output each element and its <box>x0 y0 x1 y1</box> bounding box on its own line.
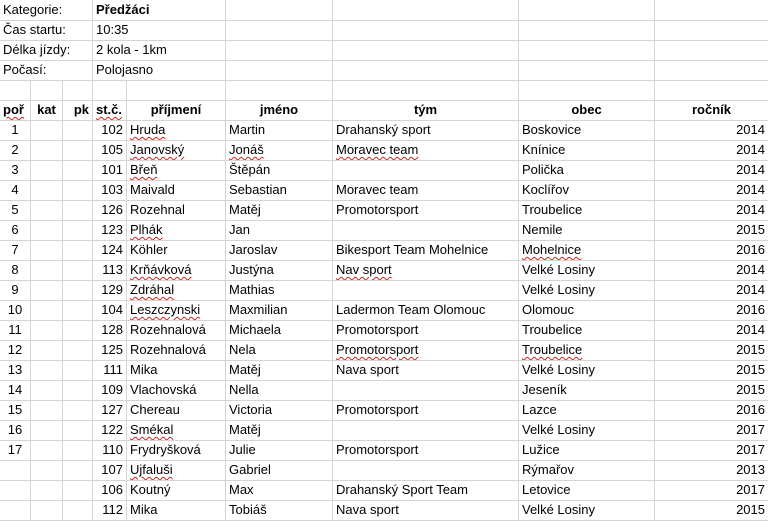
header-cell-rocnik[interactable]: ročník <box>691 102 731 117</box>
cell-kat[interactable] <box>31 180 63 200</box>
cell-obec[interactable]: Troubelice <box>519 200 655 220</box>
cell-stc[interactable]: 101 <box>93 160 127 180</box>
empty-cell[interactable] <box>226 20 333 40</box>
cell-por[interactable]: 15 <box>0 400 31 420</box>
cell-por[interactable]: 16 <box>0 420 31 440</box>
cell-jmeno[interactable] <box>226 140 333 160</box>
empty-cell[interactable] <box>0 80 31 100</box>
cell-tym[interactable]: Nava sport <box>333 500 519 520</box>
cell-rocnik[interactable]: 2014 <box>736 182 765 197</box>
table-row <box>0 340 768 361</box>
empty-cell[interactable] <box>655 40 768 60</box>
meta-row-start-time <box>0 20 768 41</box>
cell-pk[interactable] <box>63 180 93 200</box>
empty-cell[interactable] <box>655 80 768 100</box>
cell-stc[interactable]: 129 <box>93 280 127 300</box>
cell-tym[interactable]: Promotorsport <box>333 320 519 340</box>
cell-stc[interactable]: 105 <box>93 140 127 160</box>
cell-rocnik[interactable]: 2015 <box>736 342 765 357</box>
cell-kat[interactable] <box>31 440 63 460</box>
cell-obec[interactable]: Troubelice <box>519 320 655 340</box>
cell-prijmeni[interactable] <box>127 460 226 480</box>
cell-rocnik[interactable]: 2015 <box>736 362 765 377</box>
cell-stc[interactable]: 128 <box>93 320 127 340</box>
cell-rocnik[interactable]: 2015 <box>736 382 765 397</box>
table-row <box>0 500 768 521</box>
cell-por[interactable]: 4 <box>0 180 31 200</box>
cell-tym[interactable] <box>333 280 519 300</box>
cell-pk[interactable] <box>63 200 93 220</box>
table-row <box>0 480 768 501</box>
meta-label-cell[interactable]: Čas startu: <box>0 20 93 40</box>
table-row <box>0 260 768 281</box>
meta-value-cell[interactable]: Polojasno <box>93 60 226 80</box>
cell-prijmeni[interactable] <box>127 300 226 320</box>
cell-prijmeni[interactable]: Mika <box>127 500 226 520</box>
table-row <box>0 220 768 241</box>
table-row <box>0 320 768 341</box>
empty-cell[interactable] <box>655 20 768 40</box>
cell-pk[interactable] <box>63 260 93 280</box>
cell-obec[interactable]: Velké Losiny <box>519 260 655 280</box>
spellcheck-text: Jonáš <box>229 142 264 157</box>
cell-kat[interactable] <box>31 160 63 180</box>
cell-por[interactable]: 5 <box>0 200 31 220</box>
cell-pk[interactable] <box>63 220 93 240</box>
cell-por[interactable] <box>0 500 31 520</box>
meta-value-cell[interactable]: 10:35 <box>93 20 226 40</box>
empty-cell[interactable] <box>333 40 519 60</box>
cell-kat[interactable] <box>31 500 63 520</box>
cell-prijmeni[interactable]: Rozehnalová <box>127 340 226 360</box>
table-row <box>0 280 768 301</box>
empty-cell[interactable] <box>333 0 519 20</box>
cell-jmeno[interactable]: Martin <box>226 120 333 140</box>
cell-kat[interactable] <box>31 200 63 220</box>
table-row <box>0 240 768 261</box>
cell-stc[interactable]: 111 <box>93 360 127 380</box>
empty-cell[interactable] <box>63 80 93 100</box>
cell-jmeno[interactable]: Sebastian <box>226 180 333 200</box>
cell-stc[interactable]: 124 <box>93 240 127 260</box>
cell-stc[interactable]: 127 <box>93 400 127 420</box>
cell-rocnik[interactable]: 2015 <box>736 222 765 237</box>
cell-por[interactable] <box>0 480 31 500</box>
meta-label-cell[interactable]: Počasí: <box>0 60 93 80</box>
cell-stc[interactable]: 106 <box>93 480 127 500</box>
spellcheck-text: Břeň <box>130 162 158 177</box>
cell-jmeno[interactable]: Jan <box>226 220 333 240</box>
cell-por[interactable]: 6 <box>0 220 31 240</box>
cell-tym[interactable] <box>333 160 519 180</box>
cell-rocnik[interactable]: 2017 <box>736 422 765 437</box>
spellcheck-text: Plhák <box>130 222 163 237</box>
meta-row-distance <box>0 40 768 61</box>
cell-por[interactable]: 10 <box>0 300 31 320</box>
cell-tym[interactable] <box>333 460 519 480</box>
cell-prijmeni[interactable]: Köhler <box>127 240 226 260</box>
header-cell-obec[interactable]: obec <box>519 100 655 120</box>
cell-kat[interactable] <box>31 240 63 260</box>
cell-por[interactable]: 2 <box>0 140 31 160</box>
cell-pk[interactable] <box>63 480 93 500</box>
table-row <box>0 120 768 141</box>
cell-rocnik[interactable]: 2013 <box>736 462 765 477</box>
cell-obec[interactable]: Nemile <box>519 220 655 240</box>
cell-obec[interactable]: Knínice <box>519 140 655 160</box>
header-cell-por[interactable] <box>0 100 31 120</box>
cell-por[interactable]: 13 <box>0 360 31 380</box>
cell-tym[interactable]: Bikesport Team Mohelnice <box>333 240 519 260</box>
cell-rocnik[interactable]: 2015 <box>736 502 765 517</box>
cell-por[interactable]: 9 <box>0 280 31 300</box>
cell-por[interactable]: 11 <box>0 320 31 340</box>
cell-stc[interactable]: 103 <box>93 180 127 200</box>
header-cell-stc[interactable] <box>93 100 127 120</box>
cell-stc[interactable]: 122 <box>93 420 127 440</box>
cell-jmeno[interactable]: Julie <box>226 440 333 460</box>
cell-obec[interactable]: Lužice <box>519 440 655 460</box>
spellcheck-text: Leszczynski <box>130 302 201 317</box>
empty-cell[interactable] <box>127 80 226 100</box>
cell-obec[interactable]: Koclířov <box>519 180 655 200</box>
cell-jmeno[interactable]: Mathias <box>226 280 333 300</box>
cell-obec[interactable] <box>519 240 655 260</box>
cell-jmeno[interactable]: Michaela <box>226 320 333 340</box>
table-row <box>0 460 768 481</box>
cell-obec[interactable]: Velké Losiny <box>519 420 655 440</box>
empty-cell[interactable] <box>519 40 655 60</box>
cell-prijmeni[interactable]: Rozehnalová <box>127 320 226 340</box>
cell-kat[interactable] <box>31 420 63 440</box>
cell-jmeno[interactable]: Nela <box>226 340 333 360</box>
spellcheck-text: Troubelice <box>522 342 583 357</box>
cell-kat[interactable] <box>31 360 63 380</box>
cell-rocnik[interactable]: 2014 <box>736 282 765 297</box>
cell-rocnik[interactable]: 2017 <box>736 482 765 497</box>
table-row <box>0 380 768 401</box>
cell-tym[interactable]: Promotorsport <box>333 400 519 420</box>
table-row <box>0 360 768 381</box>
cell-obec[interactable]: Velké Losiny <box>519 500 655 520</box>
cell-por[interactable]: 7 <box>0 240 31 260</box>
table-row <box>0 420 768 441</box>
cell-stc[interactable]: 112 <box>93 500 127 520</box>
cell-pk[interactable] <box>63 240 93 260</box>
empty-cell[interactable] <box>226 80 333 100</box>
cell-kat[interactable] <box>31 280 63 300</box>
meta-value-cell[interactable]: 2 kola - 1km <box>93 40 226 60</box>
cell-pk[interactable] <box>63 440 93 460</box>
meta-row-category <box>0 0 768 21</box>
spellcheck-text: Hruda <box>130 122 166 137</box>
empty-cell[interactable] <box>333 20 519 40</box>
cell-pk[interactable] <box>63 160 93 180</box>
cell-stc[interactable]: 113 <box>93 260 127 280</box>
cell-tym[interactable] <box>333 420 519 440</box>
spellcheck-text: Moravec team <box>336 142 419 157</box>
empty-cell[interactable] <box>31 80 63 100</box>
cell-stc[interactable]: 125 <box>93 340 127 360</box>
table-row <box>0 180 768 201</box>
cell-kat[interactable] <box>31 480 63 500</box>
cell-prijmeni[interactable] <box>127 280 226 300</box>
header-label: poř <box>3 102 24 117</box>
cell-rocnik[interactable]: 2016 <box>736 302 765 317</box>
empty-cell[interactable] <box>655 0 768 20</box>
cell-tym[interactable]: Drahanský sport <box>333 120 519 140</box>
empty-cell[interactable] <box>519 80 655 100</box>
empty-cell[interactable] <box>519 60 655 80</box>
empty-cell[interactable] <box>333 60 519 80</box>
cell-jmeno[interactable]: Matěj <box>226 360 333 380</box>
cell-stc[interactable]: 102 <box>93 120 127 140</box>
cell-prijmeni[interactable]: Frydryšková <box>127 440 226 460</box>
cell-pk[interactable] <box>63 280 93 300</box>
table-row <box>0 440 768 461</box>
cell-rocnik[interactable]: 2017 <box>736 442 765 457</box>
cell-rocnik[interactable]: 2014 <box>736 122 765 137</box>
empty-cell[interactable] <box>226 60 333 80</box>
header-cell-pk[interactable]: pk <box>63 100 93 120</box>
cell-obec[interactable]: Velké Losiny <box>519 280 655 300</box>
cell-obec[interactable]: Velké Losiny <box>519 360 655 380</box>
cell-prijmeni[interactable] <box>127 160 226 180</box>
cell-prijmeni[interactable]: Mika <box>127 360 226 380</box>
empty-cell[interactable] <box>93 80 127 100</box>
cell-kat[interactable] <box>31 120 63 140</box>
empty-cell[interactable] <box>226 40 333 60</box>
cell-por[interactable]: 1 <box>0 120 31 140</box>
cell-por[interactable]: 14 <box>0 380 31 400</box>
cell-jmeno[interactable]: Nella <box>226 380 333 400</box>
cell-pk[interactable] <box>63 460 93 480</box>
cell-prijmeni[interactable]: Maivald <box>127 180 226 200</box>
cell-obec[interactable]: Rýmařov <box>519 460 655 480</box>
cell-tym[interactable] <box>333 260 519 280</box>
cell-pk[interactable] <box>63 380 93 400</box>
header-cell-kat[interactable]: kat <box>31 100 63 120</box>
table-row <box>0 160 768 181</box>
empty-cell[interactable] <box>519 0 655 20</box>
spellcheck-text: Promotorsport <box>336 342 419 357</box>
cell-kat[interactable] <box>31 300 63 320</box>
cell-rocnik[interactable]: 2014 <box>736 142 765 157</box>
cell-pk[interactable] <box>63 420 93 440</box>
cell-jmeno[interactable]: Victoria <box>226 400 333 420</box>
cell-kat[interactable] <box>31 340 63 360</box>
cell-stc[interactable]: 104 <box>93 300 127 320</box>
cell-tym[interactable]: Drahanský Sport Team <box>333 480 519 500</box>
header-row <box>0 100 768 121</box>
cell-tym[interactable] <box>333 380 519 400</box>
cell-por[interactable]: 17 <box>0 440 31 460</box>
cell-stc[interactable]: 109 <box>93 380 127 400</box>
spellcheck-text: Krňávková <box>130 262 192 277</box>
empty-cell[interactable] <box>226 0 333 20</box>
cell-prijmeni[interactable] <box>127 220 226 240</box>
cell-pk[interactable] <box>63 340 93 360</box>
cell-prijmeni[interactable]: Vlachovská <box>127 380 226 400</box>
cell-tym[interactable]: Promotorsport <box>333 440 519 460</box>
cell-obec[interactable]: Boskovice <box>519 120 655 140</box>
cell-kat[interactable] <box>31 260 63 280</box>
cell-kat[interactable] <box>31 460 63 480</box>
header-cell-tym[interactable]: tým <box>333 100 519 120</box>
header-cell-jmeno[interactable]: jméno <box>226 100 333 120</box>
cell-stc[interactable]: 126 <box>93 200 127 220</box>
cell-por[interactable] <box>0 460 31 480</box>
cell-tym[interactable] <box>333 220 519 240</box>
cell-rocnik[interactable]: 2016 <box>736 402 765 417</box>
cell-stc[interactable]: 110 <box>93 440 127 460</box>
cell-obec[interactable]: Olomouc <box>519 300 655 320</box>
cell-jmeno[interactable]: Maxmilian <box>226 300 333 320</box>
cell-tym[interactable] <box>333 340 519 360</box>
spellcheck-text: Smékal <box>130 422 174 437</box>
cell-prijmeni[interactable] <box>127 120 226 140</box>
cell-obec[interactable] <box>519 340 655 360</box>
empty-cell[interactable] <box>333 80 519 100</box>
cell-prijmeni[interactable] <box>127 260 226 280</box>
cell-stc[interactable]: 107 <box>93 460 127 480</box>
cell-jmeno[interactable]: Jaroslav <box>226 240 333 260</box>
cell-pk[interactable] <box>63 300 93 320</box>
spellcheck-text: Zdráhal <box>130 282 175 297</box>
cell-prijmeni[interactable]: Chereau <box>127 400 226 420</box>
header-cell-prijmeni[interactable]: příjmení <box>127 100 226 120</box>
spellcheck-text: Ujfaluši <box>130 462 173 477</box>
table-row <box>0 300 768 321</box>
cell-obec[interactable]: Polička <box>519 160 655 180</box>
cell-obec[interactable]: Letovice <box>519 480 655 500</box>
spellcheck-text: Mohelnice <box>522 242 582 257</box>
cell-kat[interactable] <box>31 140 63 160</box>
cell-prijmeni[interactable] <box>127 420 226 440</box>
cell-tym[interactable]: Nava sport <box>333 360 519 380</box>
cell-tym[interactable] <box>333 140 519 160</box>
meta-label-cell[interactable]: Kategorie: <box>0 0 93 20</box>
cell-kat[interactable] <box>31 220 63 240</box>
cell-jmeno[interactable]: Max <box>226 480 333 500</box>
cell-rocnik[interactable]: 2014 <box>736 322 765 337</box>
cell-prijmeni[interactable]: Koutný <box>127 480 226 500</box>
cell-obec[interactable]: Lazce <box>519 400 655 420</box>
cell-pk[interactable] <box>63 500 93 520</box>
cell-pk[interactable] <box>63 320 93 340</box>
spellcheck-text: Nav sport <box>336 262 392 277</box>
cell-tym[interactable]: Ladermon Team Olomouc <box>333 300 519 320</box>
cell-jmeno[interactable]: Gabriel <box>226 460 333 480</box>
cell-pk[interactable] <box>63 120 93 140</box>
meta-label-cell[interactable]: Délka jízdy: <box>0 40 93 60</box>
cell-kat[interactable] <box>31 320 63 340</box>
meta-row-weather <box>0 60 768 81</box>
empty-row <box>0 80 768 101</box>
cell-tym[interactable]: Promotorsport <box>333 200 519 220</box>
cell-rocnik[interactable]: 2014 <box>736 162 765 177</box>
cell-prijmeni[interactable]: Rozehnal <box>127 200 226 220</box>
cell-pk[interactable] <box>63 360 93 380</box>
table-row <box>0 400 768 421</box>
table-row <box>0 200 768 221</box>
meta-value-cell[interactable]: Předžáci <box>93 0 226 20</box>
cell-por[interactable]: 12 <box>0 340 31 360</box>
cell-jmeno[interactable]: Tobiáš <box>226 500 333 520</box>
table-row <box>0 140 768 161</box>
cell-stc[interactable]: 123 <box>93 220 127 240</box>
header-label: st.č. <box>96 102 123 117</box>
cell-rocnik[interactable]: 2014 <box>736 202 765 217</box>
cell-prijmeni[interactable] <box>127 140 226 160</box>
cell-tym[interactable]: Moravec team <box>333 180 519 200</box>
empty-cell[interactable] <box>519 20 655 40</box>
cell-jmeno[interactable]: Štěpán <box>226 160 333 180</box>
cell-obec[interactable]: Jeseník <box>519 380 655 400</box>
spellcheck-text: Janovský <box>130 142 185 157</box>
cell-kat[interactable] <box>31 400 63 420</box>
cell-pk[interactable] <box>63 400 93 420</box>
cell-pk[interactable] <box>63 140 93 160</box>
cell-jmeno[interactable]: Matěj <box>226 200 333 220</box>
cell-rocnik[interactable]: 2016 <box>736 242 765 257</box>
cell-jmeno[interactable]: Matěj <box>226 420 333 440</box>
empty-cell[interactable] <box>655 60 768 80</box>
cell-por[interactable]: 8 <box>0 260 31 280</box>
cell-rocnik[interactable]: 2014 <box>736 262 765 277</box>
cell-por[interactable]: 3 <box>0 160 31 180</box>
cell-kat[interactable] <box>31 380 63 400</box>
cell-jmeno[interactable]: Justýna <box>226 260 333 280</box>
